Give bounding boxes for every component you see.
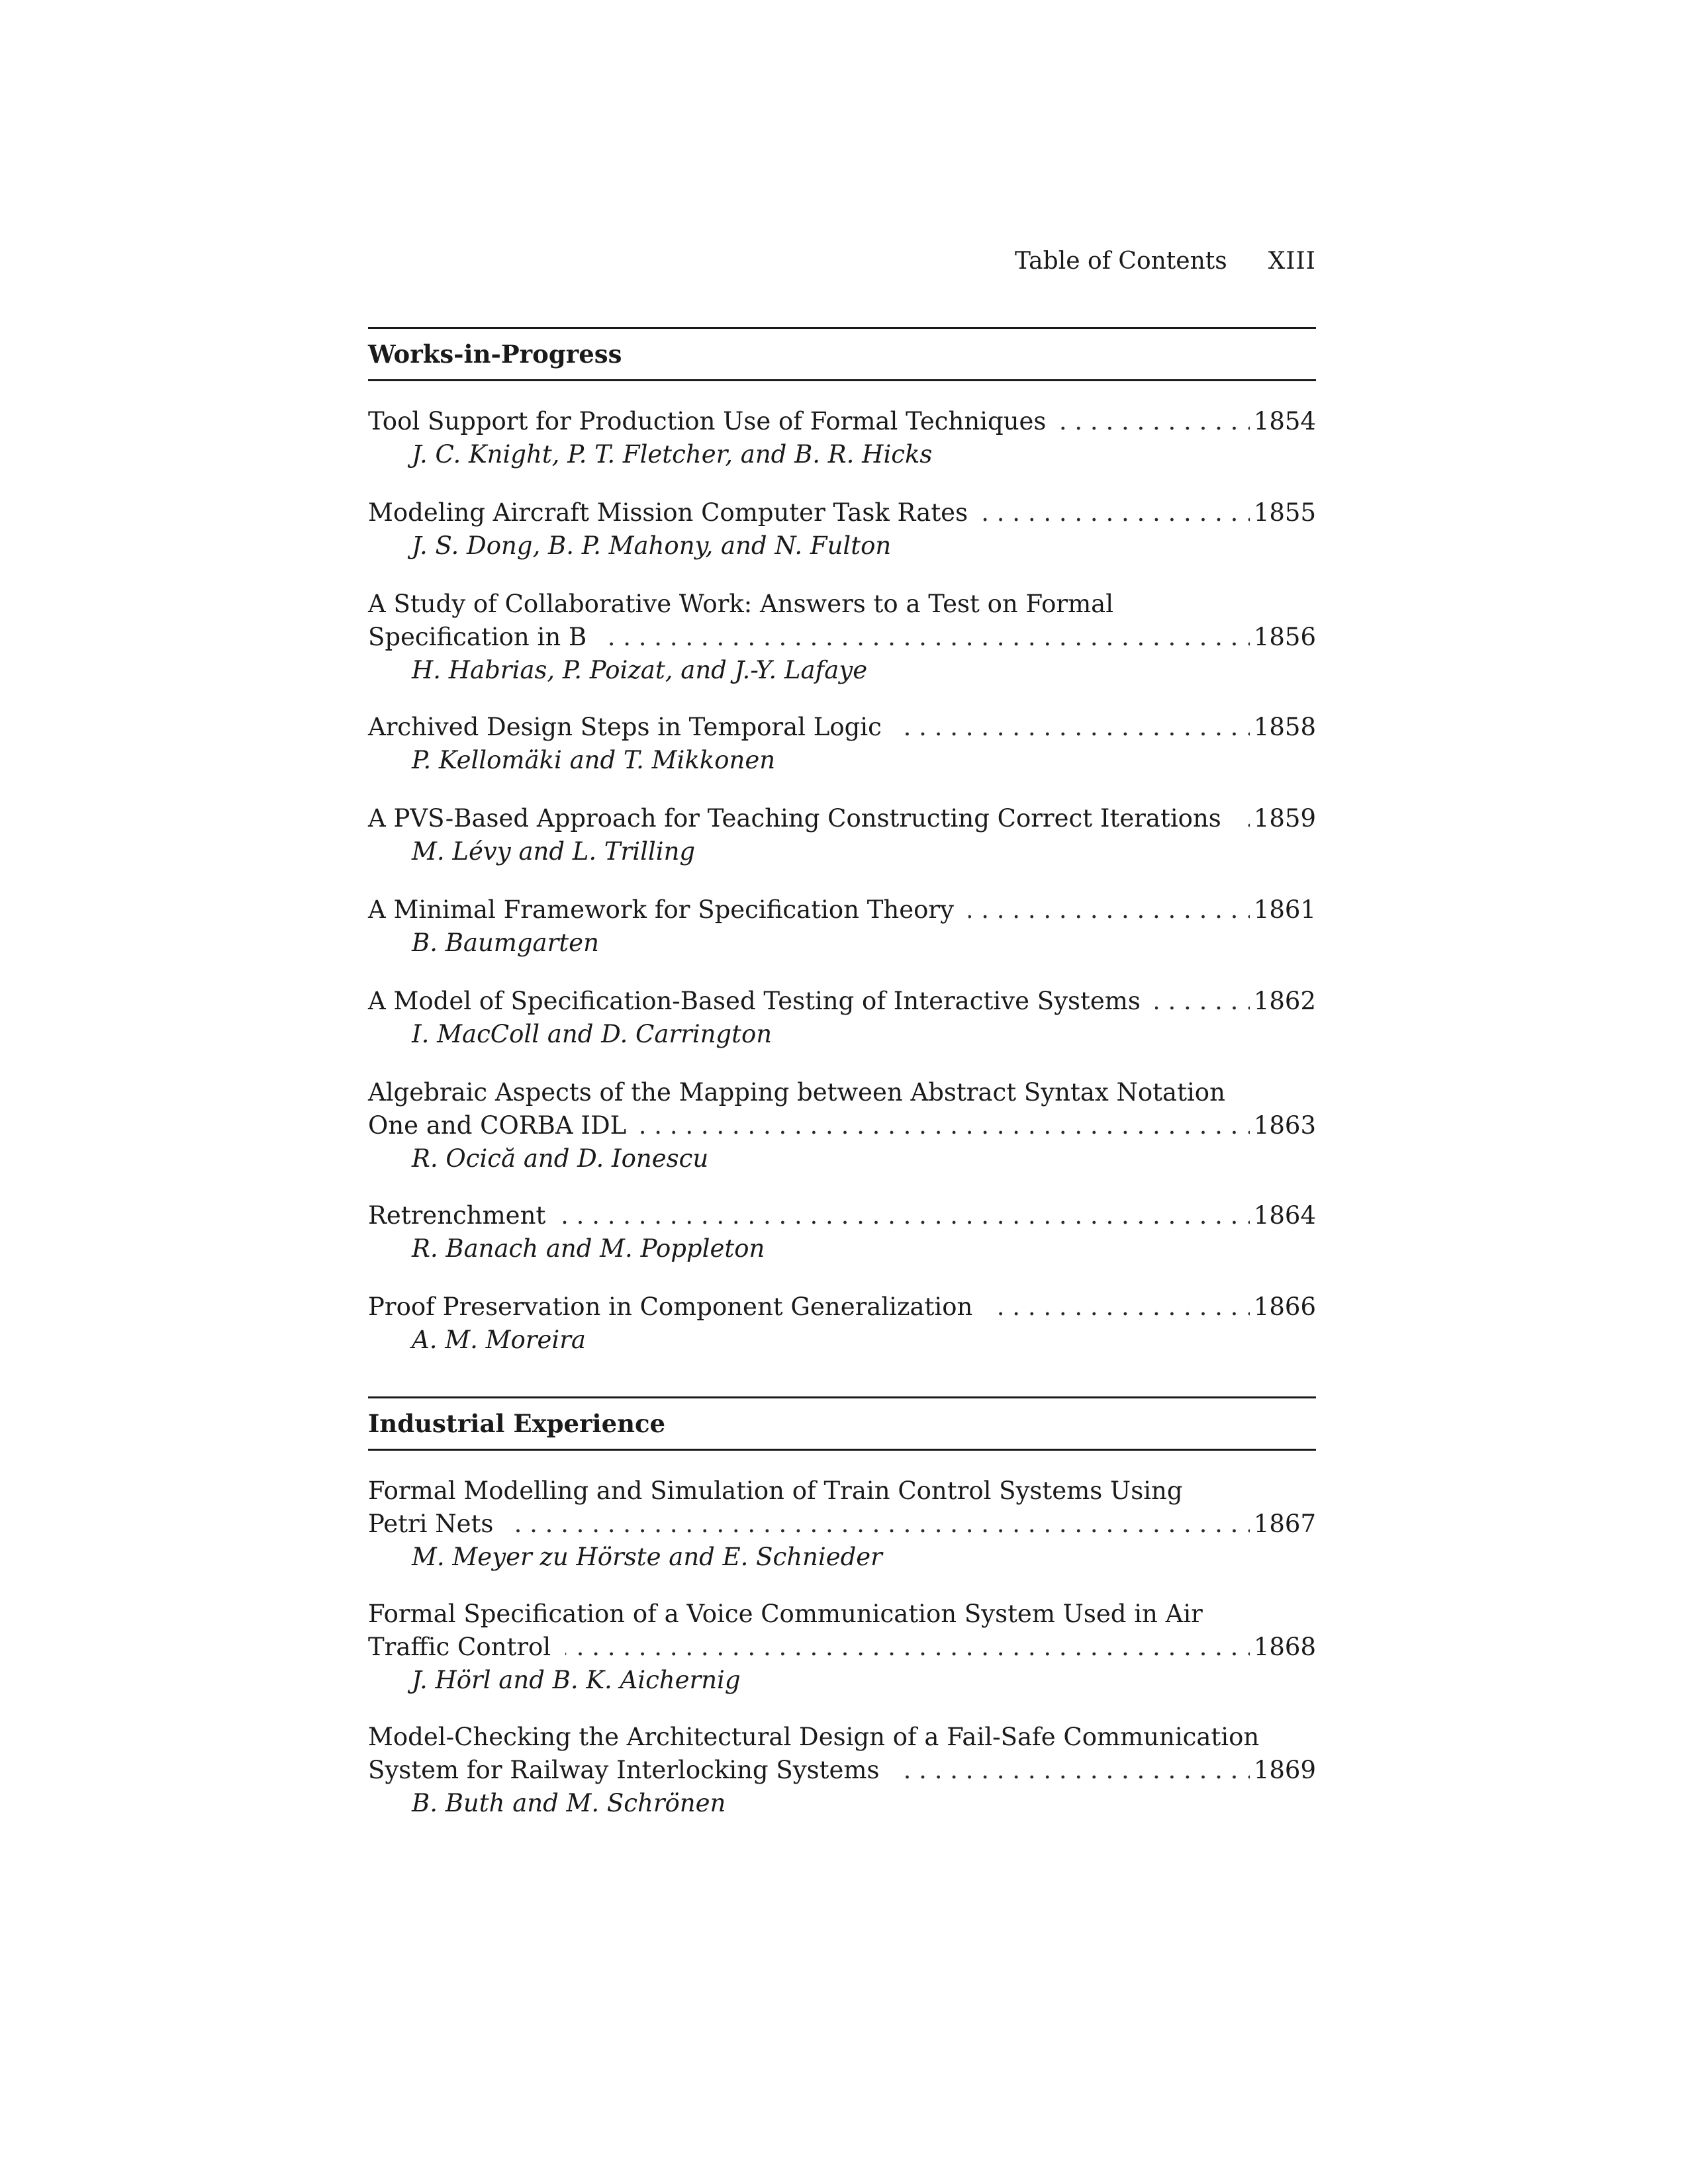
entry-page-number: 1861 [1250,893,1316,927]
entry-authors: P. Kellomäki and T. Mikkonen [412,746,776,774]
entry-authors: J. S. Dong, B. P. Mahony, and N. Fulton [412,531,892,560]
entry-title-line [368,1754,1316,1787]
toc-page [368,0,1316,2184]
entry-title-line [368,1598,1316,1631]
entry-page-number: 1859 [1250,802,1316,835]
entry-authors: H. Habrias, P. Poizat, and J.-Y. Lafaye [412,656,868,684]
entry-title: A PVS-Based Approach for Teaching Constructing Correct Iterations [368,804,1236,833]
entry-title-line [368,621,1316,654]
entry-title: A Study of Collaborative Work: Answers to a Test on Formal [368,590,1128,618]
entry-title-continued: System for Railway Interlocking Systems [368,1756,894,1784]
entry-title-line [368,496,1316,529]
entry-page-number: 1863 [1250,1109,1316,1142]
toc-entry[interactable] [368,1076,1316,1175]
entry-title: Proof Preservation in Component Generalization [368,1293,987,1321]
running-head [1015,246,1316,277]
running-title: Table of Contents [1014,248,1227,275]
entry-title-line [368,1631,1316,1664]
entry-page-number: 1856 [1250,621,1316,654]
entry-title-continued: Specification in B [368,623,601,651]
entry-title-line [368,893,1316,927]
section-header-works-in-progress [368,327,1316,381]
entry-title: Formal Modelling and Simulation of Train Control Systems Using [368,1477,1197,1505]
entry-title: Formal Specification of a Voice Communication System Used in Air [368,1600,1217,1628]
entry-title-continued: Traffic Control [368,1633,565,1661]
entry-authors: B. Buth and M. Schrönen [412,1789,726,1817]
section-title: Works-in-Progress [368,340,622,369]
entry-title-line [368,1076,1316,1109]
entry-page-number: 1869 [1250,1754,1316,1787]
toc-entry[interactable] [368,802,1316,868]
entry-title: Modeling Aircraft Mission Computer Task Rates [368,498,982,527]
entry-title-continued: One and CORBA IDL [368,1111,641,1140]
entry-authors: J. Hörl and B. K. Aichernig [412,1666,741,1694]
entry-title-line [368,802,1316,835]
entry-page-number: 1858 [1250,711,1316,744]
entry-authors: M. Lévy and L. Trilling [412,837,696,866]
entry-page-number: 1867 [1250,1508,1316,1541]
entry-authors: M. Meyer zu Hörste and E. Schnieder [412,1543,882,1571]
dot-leader [368,1508,1316,1541]
entry-title-line [368,1508,1316,1541]
entry-title-line [368,711,1316,744]
toc-entry[interactable] [368,893,1316,960]
toc-entry[interactable] [368,1199,1316,1265]
entry-title-line [368,1475,1316,1508]
entry-title: A Minimal Framework for Specification Theory [368,895,968,924]
entry-title: Tool Support for Production Use of Formal Techniques [368,407,1060,435]
toc-entry[interactable] [368,1291,1316,1357]
entry-page-number: 1868 [1250,1631,1316,1664]
entry-title: A Model of Specification-Based Testing of Interactive Systems [368,987,1155,1015]
entry-authors: R. Ocică and D. Ionescu [412,1144,709,1173]
entry-title-line [368,985,1316,1018]
toc-entry[interactable] [368,1475,1316,1574]
entry-title: Model-Checking the Architectural Design of a Fail-Safe Communication [368,1723,1274,1751]
entry-title: Algebraic Aspects of the Mapping between Abstract Syntax Notation [368,1078,1240,1107]
toc-entry[interactable] [368,1721,1316,1820]
entry-page-number: 1855 [1250,496,1316,529]
entry-authors: J. C. Knight, P. T. Fletcher, and B. R. Hicks [412,440,933,469]
entry-title-line [368,588,1316,621]
entry-title-line [368,1291,1316,1324]
entry-title-line [368,1721,1316,1754]
section-header-industrial-experience [368,1396,1316,1451]
entry-page-number: 1864 [1250,1199,1316,1232]
entry-title: Archived Design Steps in Temporal Logic [368,713,896,741]
toc-entry[interactable] [368,496,1316,563]
toc-entry[interactable] [368,405,1316,471]
entry-title: Retrenchment [368,1201,560,1230]
entry-authors: R. Banach and M. Poppleton [412,1234,765,1263]
entry-title-line [368,1109,1316,1142]
entry-title-line [368,1199,1316,1232]
entry-authors: B. Baumgarten [412,929,599,957]
toc-entry[interactable] [368,985,1316,1051]
entry-title-line [368,405,1316,438]
section-title: Industrial Experience [368,1409,666,1438]
toc-entry[interactable] [368,588,1316,687]
entry-title-continued: Petri Nets [368,1510,508,1538]
toc-entry[interactable] [368,711,1316,777]
page-folio: XIII [1268,248,1316,275]
entry-page-number: 1854 [1250,405,1316,438]
entry-page-number: 1866 [1250,1291,1316,1324]
toc-entry[interactable] [368,1598,1316,1697]
entry-page-number: 1862 [1250,985,1316,1018]
entry-authors: A. M. Moreira [412,1326,586,1354]
entry-authors: I. MacColl and D. Carrington [412,1020,773,1048]
